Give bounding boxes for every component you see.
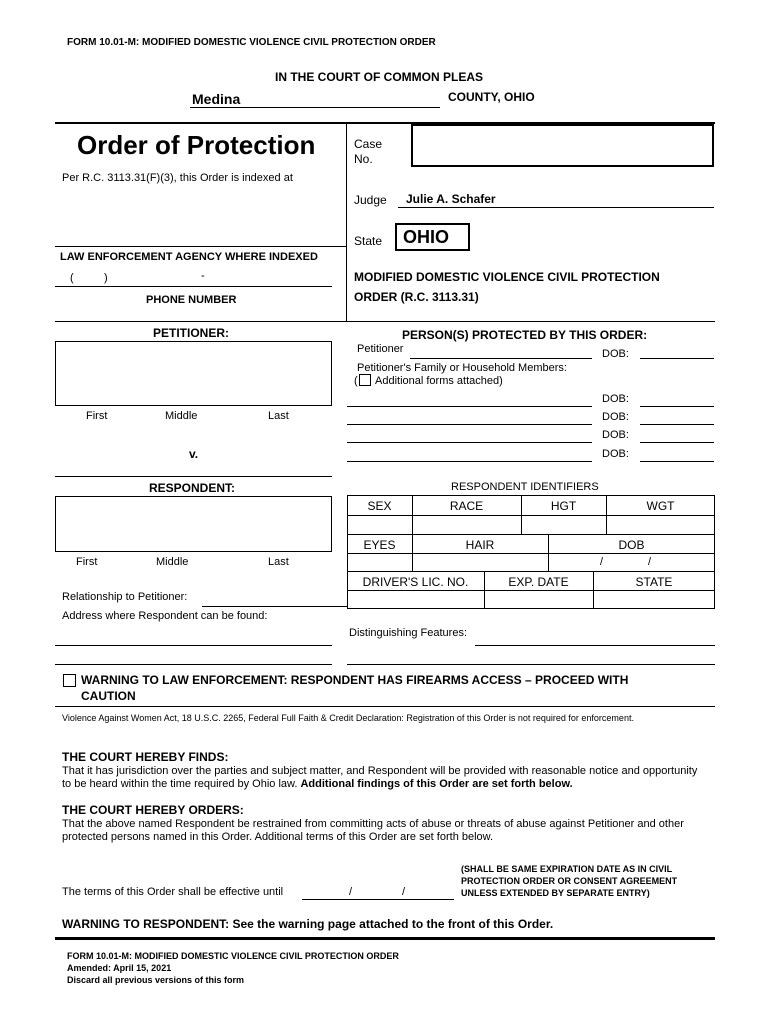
family-dob-label-1: DOB:: [602, 393, 629, 405]
order-type-line-2: ORDER (R.C. 3113.31): [354, 290, 479, 304]
finds-text: That it has jurisdiction over the parties and subject matter, and Respondent will be provided with reasonable notice and opportunity to be heard within the time required by Ohio law.: [62, 765, 698, 790]
family-name-line-3[interactable]: [347, 442, 592, 443]
protected-dob-label: DOB:: [602, 348, 629, 360]
petitioner-middle-label: Middle: [165, 410, 198, 422]
address-line-1[interactable]: [55, 645, 332, 646]
family-dob-line-2[interactable]: [640, 424, 714, 425]
id-row-rule-2: [347, 534, 715, 535]
respondent-last-label: Last: [268, 556, 289, 568]
respondent-warning: WARNING TO RESPONDENT: See the warning page attached to the front of this Order.: [62, 917, 554, 931]
distinguishing-line-2[interactable]: [347, 664, 715, 665]
id-row-rule-5: [347, 590, 715, 591]
family-dob-line-3[interactable]: [640, 442, 714, 443]
state-label: State: [354, 234, 383, 248]
address-line-2[interactable]: [55, 664, 332, 665]
county-value[interactable]: Medina: [192, 91, 241, 107]
effective-slash-2: /: [402, 886, 406, 898]
petitioner-first-label: First: [86, 410, 108, 422]
respondent-first-label: First: [76, 556, 98, 568]
phone-label: PHONE NUMBER: [146, 294, 237, 306]
respondent-middle-label: Middle: [156, 556, 189, 568]
family-dob-label-3: DOB:: [602, 429, 629, 441]
order-type-line-1: MODIFIED DOMESTIC VIOLENCE CIVIL PROTECTION: [354, 270, 660, 284]
footer-line-2: Amended: April 15, 2021: [67, 963, 172, 973]
distinguishing-line-1[interactable]: [475, 645, 715, 646]
family-name-line-4[interactable]: [347, 461, 592, 462]
relationship-label: Relationship to Petitioner:: [62, 591, 188, 603]
state-value: OHIO: [403, 227, 450, 247]
footer-line-1: FORM 10.01-M: MODIFIED DOMESTIC VIOLENCE CIVIL PROTECTION ORDER: [67, 951, 399, 961]
case-number-field[interactable]: [411, 124, 714, 167]
orders-heading: THE COURT HEREBY ORDERS:: [62, 803, 244, 817]
expiration-note-2: PROTECTION ORDER OR CONSENT AGREEMENT: [461, 876, 678, 886]
order-title: Order of Protection: [77, 130, 316, 160]
petitioner-name-box[interactable]: [55, 341, 332, 406]
id-license-header: DRIVER'S LIC. NO.: [362, 575, 469, 589]
judge-underline: [398, 207, 714, 208]
firearms-warning-line-1: WARNING TO LAW ENFORCEMENT: RESPONDENT HAS FIREARMS ACCESS – PROCEED WITH: [81, 673, 629, 687]
court-line: IN THE COURT OF COMMON PLEAS: [275, 70, 483, 84]
effective-label: The terms of this Order shall be effective until: [62, 886, 284, 898]
id-row-rule-1: [347, 515, 715, 516]
vawa-text: Violence Against Women Act, 18 U.S.C. 2265, Federal Full Faith & Credit Declaration: Registration of this Order is not required for enforcement.: [62, 713, 634, 723]
expiration-note-3: UNLESS EXTENDED BY SEPARATE ENTRY): [461, 888, 650, 898]
finds-text-block: [62, 765, 702, 791]
petitioner-last-label: Last: [268, 410, 289, 422]
id-exp-header: EXP. DATE: [508, 575, 569, 589]
identifiers-heading: RESPONDENT IDENTIFIERS: [451, 481, 599, 493]
id-row-rule-4: [347, 571, 715, 572]
phone-mask-close: ): [104, 272, 108, 284]
distinguishing-label: Distinguishing Features:: [349, 627, 468, 639]
id-row-rule-3: [347, 553, 715, 554]
respondent-top-rule: [55, 476, 332, 477]
id-hair-header: HAIR: [465, 538, 495, 552]
protected-petitioner-label: Petitioner: [357, 343, 404, 355]
address-label: Address where Respondent can be found:: [62, 610, 268, 622]
family-dob-line-1[interactable]: [640, 406, 714, 407]
footer-rule: [55, 937, 715, 940]
family-dob-label-2: DOB:: [602, 411, 629, 423]
phone-mask-open: (: [70, 272, 74, 284]
effective-date-line[interactable]: [302, 899, 454, 900]
finds-bold-text: Additional findings of this Order are set forth below.: [300, 778, 573, 790]
relationship-line[interactable]: [202, 606, 347, 607]
additional-forms-checkbox[interactable]: [359, 374, 371, 386]
firearms-warning-line-2: CAUTION: [81, 689, 136, 703]
judge-value[interactable]: Julie A. Schafer: [406, 192, 496, 206]
respondent-name-box[interactable]: [55, 496, 332, 552]
id-sex-header: SEX: [367, 499, 392, 513]
id-wgt-header: WGT: [646, 499, 675, 513]
case-label-2: No.: [354, 152, 373, 166]
additional-forms-label: Additional forms attached): [375, 375, 503, 387]
form-title: FORM 10.01-M: MODIFIED DOMESTIC VIOLENCE CIVIL PROTECTION ORDER: [67, 37, 436, 48]
county-underline: [190, 107, 440, 108]
phone-underline[interactable]: [55, 286, 332, 287]
agency-rule: [55, 246, 346, 247]
family-name-line-1[interactable]: [347, 406, 592, 407]
id-state-header: STATE: [635, 575, 673, 589]
agency-label: LAW ENFORCEMENT AGENCY WHERE INDEXED: [60, 251, 318, 263]
case-label-1: Case: [354, 137, 383, 151]
finds-heading: THE COURT HEREBY FINDS:: [62, 750, 229, 764]
additional-forms-open: (: [354, 375, 358, 387]
protected-petitioner-line[interactable]: [410, 358, 592, 359]
expiration-note-1: (SHALL BE SAME EXPIRATION DATE AS IN CIVIL: [461, 864, 673, 874]
orders-text: That the above named Respondent be restrained from committing acts of abuse or threats of abuse against Petitioner and other protected persons named in this Order. Additional terms of this Order are set forth below.: [62, 818, 684, 843]
warning-rule: [55, 706, 715, 707]
protected-heading: PERSON(S) PROTECTED BY THIS ORDER:: [402, 328, 648, 342]
petitioner-heading: PETITIONER:: [153, 326, 230, 340]
id-dob-slash-1: /: [600, 556, 604, 568]
family-label: Petitioner's Family or Household Members:: [357, 362, 567, 374]
family-dob-line-4[interactable]: [640, 461, 714, 462]
family-dob-label-4: DOB:: [602, 448, 629, 460]
respondent-heading: RESPONDENT:: [149, 481, 236, 495]
family-name-line-2[interactable]: [347, 424, 592, 425]
versus-label: v.: [189, 447, 199, 461]
state-box[interactable]: [395, 223, 470, 251]
id-hgt-header: HGT: [550, 499, 577, 513]
mid-rule: [55, 321, 715, 322]
top-block-divider: [346, 123, 347, 321]
id-race-header: RACE: [449, 499, 484, 513]
id-dob-header: DOB: [618, 538, 645, 552]
id-dob-slash-2: /: [648, 556, 652, 568]
county-label: COUNTY, OHIO: [448, 90, 535, 104]
footer-line-3: Discard all previous versions of this form: [67, 975, 245, 985]
judge-label: Judge: [354, 193, 387, 207]
id-eyes-header: EYES: [363, 538, 396, 552]
indexed-text: Per R.C. 3113.31(F)(3), this Order is indexed at: [62, 172, 293, 184]
phone-mask-dash: -: [201, 270, 205, 282]
effective-slash-1: /: [349, 886, 353, 898]
firearms-warning-checkbox[interactable]: [63, 674, 76, 687]
protected-dob-line[interactable]: [640, 358, 714, 359]
